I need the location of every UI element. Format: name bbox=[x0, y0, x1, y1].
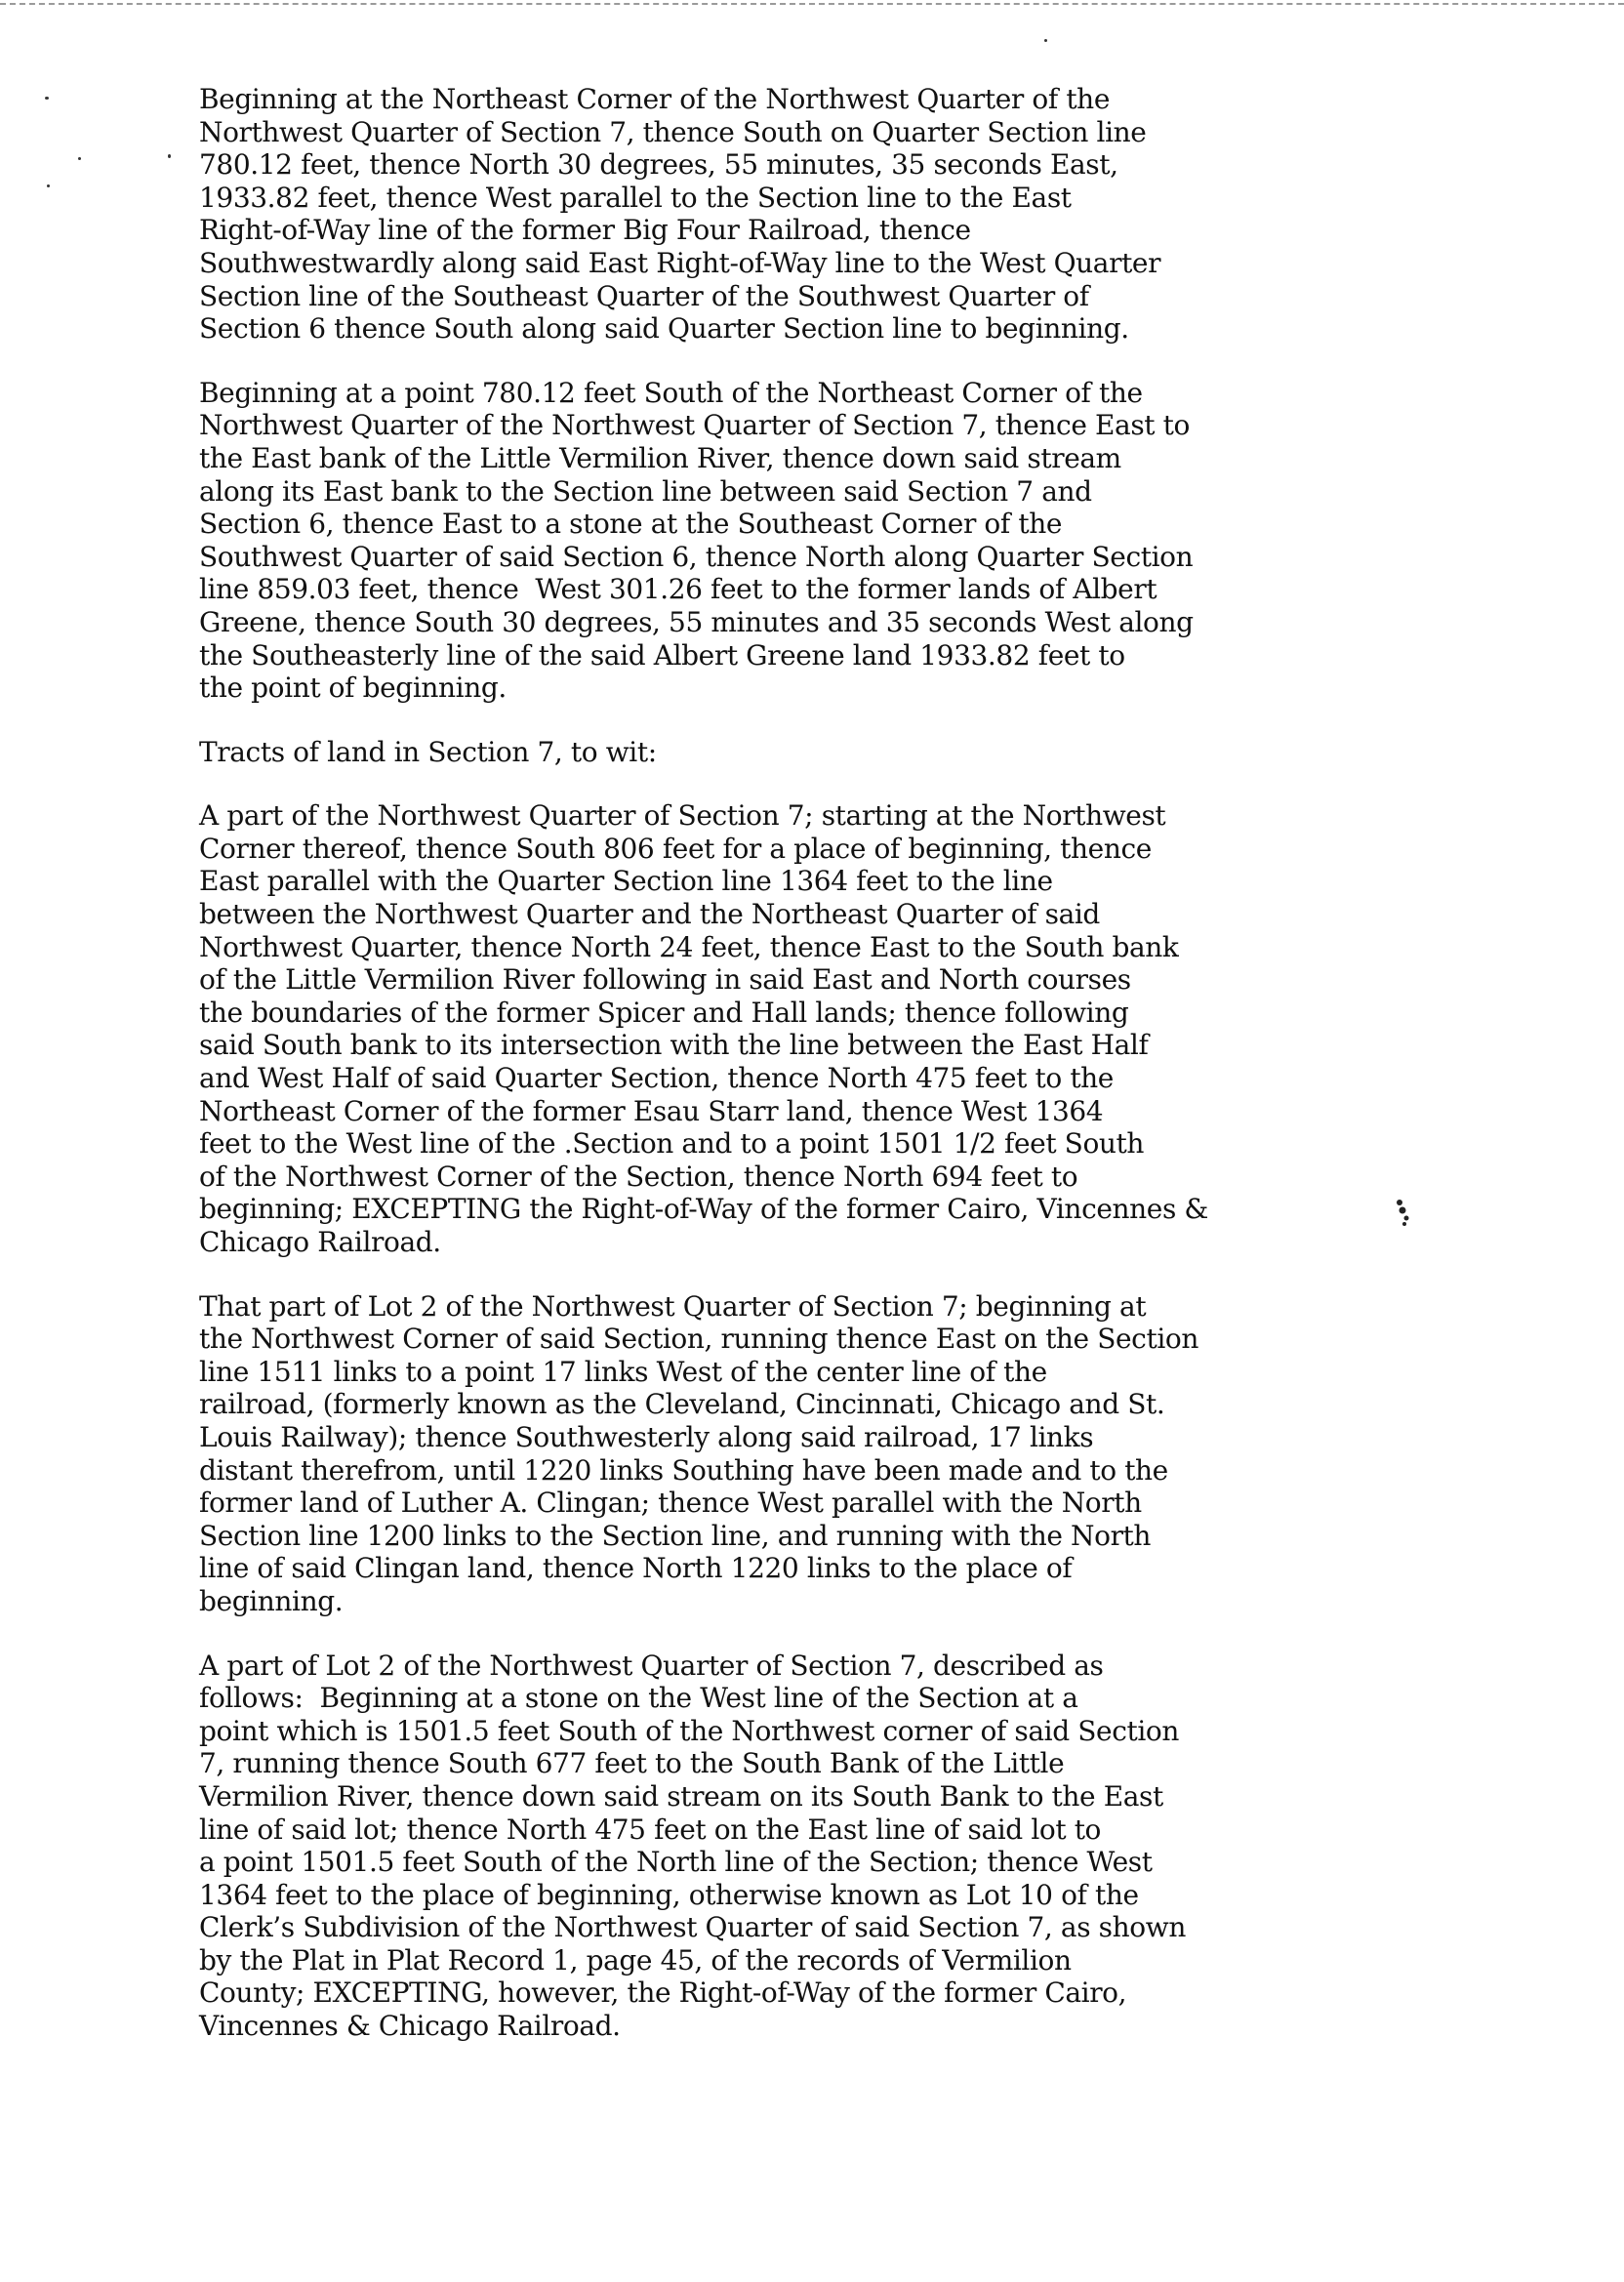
scan-top-edge bbox=[0, 3, 1624, 5]
paragraph-lot-2-railroad-tract: That part of Lot 2 of the Northwest Quarter of Section 7; beginning at the Northwest Corner of said Section, running thence East on the Section line 1511 links to a point 17 links West of the center line of the railroad, (formerly known as the Cleveland, Cincinnati, Chicago and St. Louis Railway); thence Southwesterly along said railroad, 17 links distant therefrom, until 1220 links Southing have been made and to the former land of Luther A. Clingan; thence West parallel with the North Section line 1200 links to the Section line, and running with the North line of said Clingan land, thence North 1220 links to the place of beginning. bbox=[199, 1289, 1198, 1617]
paragraph-section-7-heading: Tracts of land in Section 7, to wit: bbox=[199, 735, 657, 768]
paragraph-northeast-corner-tract: Beginning at the Northeast Corner of the Northwest Quarter of the Northwest Quarter of Section 7, thence South on Quarter Section line 780.12 feet, thence North 30 degrees, 55 minutes, 35 seconds East, 1933.82 feet, thence West parallel to the Section line to the East Right-of-Way line of the former Big Four Railroad, thence Southwestwardly along said East Right-of-Way line to the West Quarter Section line of the Southeast Quarter of the Southwest Quarter of Section 6 thence South along said Quarter Section line to beginning. bbox=[199, 83, 1161, 346]
paragraph-lot-10-tract: A part of Lot 2 of the Northwest Quarter of Section 7, described as follows: Beginning at a stone on the West line of the Section at a point which is 1501.5 feet South of the Northwest corner of said Section 7, running thence South 677 feet to the South Bank of the Little Vermilion River, thence down said stream on its South Bank to the East line of said lot; thence North 475 feet on the East line of said lot to a point 1501.5 feet South of the North line of the Section; thence West 1364 feet to the place of beginning, otherwise known as Lot 10 of the Clerk’s Subdivision of the Northwest Quarter of said Section 7, as shown by the Plat in Plat Record 1, page 45, of the records of Vermilion County; EXCEPTING, however, the Right-of-Way of the former Cairo, Vincennes & Chicago Railroad. bbox=[199, 1649, 1186, 2043]
scan-speck bbox=[78, 157, 81, 160]
paragraph-northwest-quarter-tract: A part of the Northwest Quarter of Section 7; starting at the Northwest Corner thereof, thence South 806 feet for a place of beginning, thence East parallel with the Quarter Section line 1364 feet to the line between the Northwest Quarter and the Northeast Quarter of said Northwest Quarter, thence North 24 feet, thence East to the South bank of the Little Vermilion River following in said East and North courses the boundaries of the former Spicer and Hall lands; thence following said South bank to its intersection with the line between the East Half and West Half of said Quarter Section, thence North 475 feet to the Northeast Corner of the former Esau Starr land, thence West 1364 feet to the West line of the .Section and to a point 1501 1/2 feet South of the Northwest Corner of the Section, thence North 694 feet to beginning; EXCEPTING the Right-of-Way of the former Cairo, Vincennes & Chicago Railroad. bbox=[199, 799, 1208, 1258]
scan-speck bbox=[1044, 39, 1047, 42]
legal-description-body bbox=[199, 83, 1409, 2074]
scan-speck bbox=[45, 97, 49, 100]
scan-speck bbox=[47, 184, 50, 187]
scan-speck bbox=[168, 154, 171, 158]
paragraph-little-vermilion-tract: Beginning at a point 780.12 feet South of the Northeast Corner of the Northwest Quarter of the Northwest Quarter of Section 7, thence East to the East bank of the Little Vermilion River, thence down said stream along its East bank to the Section line between said Section 7 and Section 6, thence East to a stone at the Southeast Corner of the Southwest Quarter of said Section 6, thence North along Quarter Section line 859.03 feet, thence West 301.26 feet to the former lands of Albert Greene, thence South 30 degrees, 55 minutes and 35 seconds West along the Southeasterly line of the said Albert Greene land 1933.82 feet to the point of beginning. bbox=[199, 376, 1194, 705]
